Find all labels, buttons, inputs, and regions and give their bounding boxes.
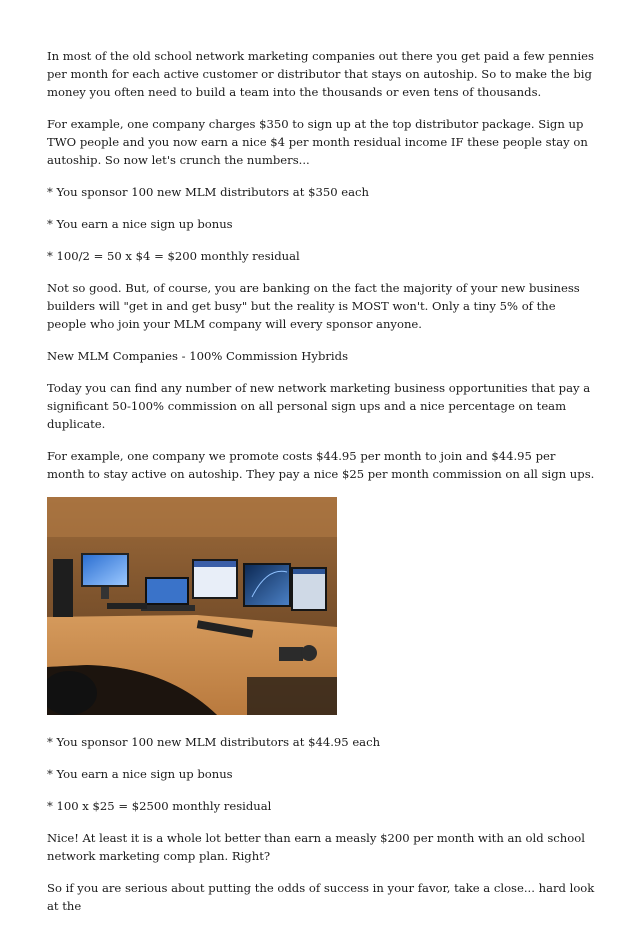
paragraph-example-old: For example, one company charges $350 to sign up at the top distributor package. Sign up TWO people and you now earn a nice $4 per month residual income IF these people stay on autoship. So now let's crunch the numbers... — [47, 117, 588, 167]
section-heading: New MLM Companies - 100% Commission Hybrids — [47, 349, 349, 363]
paragraph-new-opportunities: Today you can find any number of new network marketing business opportunities that pay a significant 50-100% commission on all personal sign ups and a nice percentage on team duplicate. — [47, 381, 591, 431]
office-desk-photo — [47, 497, 337, 715]
bullet-sponsor-350: * You sponsor 100 new MLM distributors at $350 each — [47, 185, 369, 199]
paragraph-intro: In most of the old school network marketing companies out there you get paid a few pennies per month for each active customer or distributor that stays on autoship. So to make the big money you often need to build a team into the thousands or even tens of thousands. — [47, 49, 594, 99]
paragraph-closing: So if you are serious about putting the odds of success in your favor, take a close... hard look at the — [47, 881, 595, 913]
paragraph-nice: Nice! At least it is a whole lot better than earn a measly $200 per month with an old school network marketing comp plan. Right? — [47, 831, 585, 863]
paragraph-example-new: For example, one company we promote costs $44.95 per month to join and $44.95 per month to stay active on autoship. They pay a nice $25 per month commission on all sign ups. — [47, 449, 595, 481]
bullet-signup-bonus: * You earn a nice sign up bonus — [47, 217, 233, 231]
bullet-residual-2500: * 100 x $25 = $2500 monthly residual — [47, 799, 272, 813]
bullet-sponsor-4495: * You sponsor 100 new MLM distributors at $44.95 each — [47, 735, 381, 749]
bullet-signup-bonus-2: * You earn a nice sign up bonus — [47, 767, 233, 781]
bullet-residual-200: * 100/2 = 50 x $4 = $200 monthly residual — [47, 249, 300, 263]
paragraph-not-so-good: Not so good. But, of course, you are banking on the fact the majority of your new business builders will "get in and get busy" but the reality is MOST won't. Only a tiny 5% of the people who join your MLM company will every sponsor anyone. — [47, 281, 580, 331]
document-page — [47, 47, 595, 929]
